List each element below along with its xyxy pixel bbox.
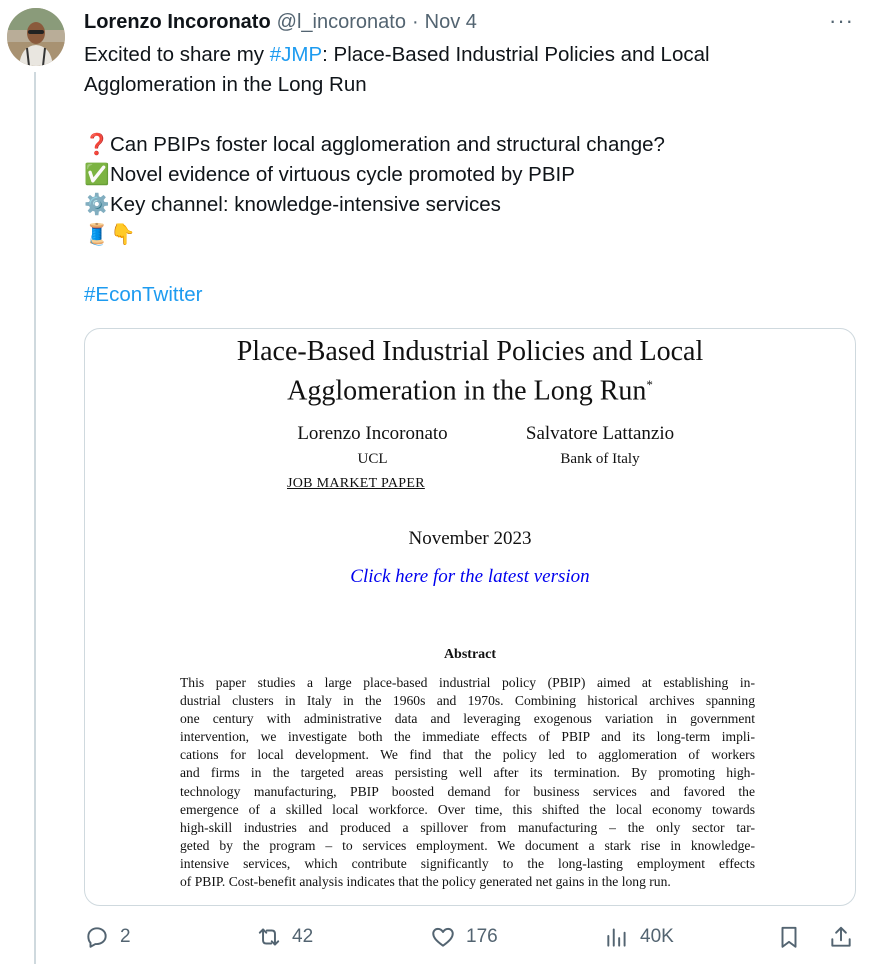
- blank-line-2: [84, 250, 824, 280]
- abstract-line: dustrial clusters in Italy in the 1960s and 1970s. Combining historical archives spanning: [180, 693, 755, 709]
- thread-emoji-line: [84, 220, 824, 250]
- abstract-body: [180, 674, 755, 891]
- hashtag-econtwitter[interactable]: #EconTwitter: [84, 283, 203, 306]
- bullet-question-text: Can PBIPs foster local agglomeration and structural change?: [110, 133, 665, 156]
- tweet-line-2: Agglomeration in the Long Run: [84, 73, 367, 96]
- thread-line: [34, 72, 36, 964]
- reply-icon: [84, 924, 110, 950]
- bullet-check-text: Novel evidence of virtuous cycle promoted by PBIP: [110, 163, 575, 186]
- profile-photo: [7, 8, 65, 66]
- title-footnote-mark: *: [646, 377, 653, 392]
- retweet-icon: [256, 924, 282, 950]
- analytics-icon: [604, 924, 630, 950]
- abstract-line: intervention, we investigate both the immediate effects of PBIP and its long-term impli-: [180, 729, 755, 745]
- paper-title-line-2-text: Agglomeration in the Long Run: [287, 375, 647, 407]
- abstract-line: emergence of a skilled local workforce. Over time, this shifted the local economy towards: [180, 801, 755, 817]
- tweet-text: [84, 40, 824, 310]
- abstract-line: one century with administrative data and leveraging exogenous variation in government: [180, 711, 755, 727]
- abstract-line: technology manufacturing, PBIP boosted demand for business services and favored the: [180, 783, 755, 799]
- like-button[interactable]: [430, 924, 498, 950]
- like-count: 176: [466, 926, 498, 947]
- bookmark-button[interactable]: [776, 924, 802, 950]
- reply-button[interactable]: [84, 924, 131, 950]
- hashtag-line: [84, 280, 824, 310]
- views-button[interactable]: [604, 924, 674, 950]
- share-button[interactable]: [828, 924, 854, 950]
- paper-title-line-1: Place-Based Industrial Policies and Local: [236, 336, 704, 367]
- paper-title-line-2: [85, 368, 855, 407]
- retweet-button[interactable]: [256, 924, 313, 950]
- tweet-date[interactable]: Nov 4: [424, 10, 477, 33]
- bullet-gear-text: Key channel: knowledge-intensive services: [110, 193, 501, 216]
- tweet-line-1: [84, 40, 824, 70]
- view-count: 40K: [640, 926, 674, 947]
- heart-icon: [430, 924, 456, 950]
- blank-line: [84, 100, 824, 130]
- check-mark-icon: ✅: [84, 163, 110, 186]
- line1-post: : Place-Based Industrial Policies and Local: [322, 43, 710, 66]
- paper-image[interactable]: [84, 328, 856, 906]
- latest-version-link[interactable]: Click here for the latest version: [350, 566, 590, 587]
- abstract-line: and firms in the targeted areas persisting well after its termination. By promoting high-: [180, 765, 755, 781]
- abstract-line: of PBIP. Cost-benefit analysis indicates that the policy generated net gains in the long run.: [180, 874, 671, 890]
- tweet-actions: [84, 924, 864, 956]
- line1-pre: Excited to share my: [84, 43, 270, 66]
- pointing-down-icon: 👇: [110, 223, 136, 246]
- author-2: Salvatore Lattanzio: [525, 423, 675, 444]
- hashtag-jmp[interactable]: #JMP: [269, 43, 323, 66]
- abstract-line: intensive services, which contribute significantly to the long-lasting employment effects: [180, 855, 755, 871]
- more-options-icon[interactable]: ···: [829, 8, 854, 33]
- abstract-line: This paper studies a large place-based industrial policy (PBIP) aimed at establishing in-: [180, 675, 755, 690]
- bookmark-icon: [776, 924, 802, 950]
- spool-of-thread-icon: 🧵: [84, 223, 110, 246]
- abstract-line: cations for local development. We find that the policy led to agglomeration of workers: [180, 747, 755, 763]
- separator-dot: ·: [411, 10, 419, 33]
- affiliation-1: UCL: [357, 451, 388, 467]
- abstract-line: geted by the program – to services employment. We document a stark rise in knowledge-: [180, 837, 755, 853]
- share-icon: [828, 924, 854, 950]
- tweet-header: [84, 8, 477, 36]
- abstract-heading: Abstract: [443, 647, 497, 662]
- bullet-check: [84, 160, 824, 190]
- bullet-question: [84, 130, 824, 160]
- author-handle[interactable]: @l_incoronato: [276, 10, 406, 33]
- retweet-count: 42: [292, 926, 314, 947]
- author-name[interactable]: Lorenzo Incoronato: [84, 10, 271, 33]
- bullet-gear: [84, 190, 824, 220]
- reply-count: 2: [120, 926, 131, 947]
- paper-date: November 2023: [408, 528, 532, 549]
- affiliation-2: Bank of Italy: [560, 451, 640, 467]
- avatar[interactable]: [7, 8, 65, 66]
- gear-icon: ⚙️: [84, 193, 110, 216]
- author-1: Lorenzo Incoronato: [297, 423, 448, 444]
- question-mark-icon: ❓: [84, 133, 110, 156]
- job-market-paper-label: JOB MARKET PAPER: [287, 476, 425, 491]
- abstract-line: high-skill industries and produced a spillover from manufacturing – the only sector tar-: [180, 819, 755, 835]
